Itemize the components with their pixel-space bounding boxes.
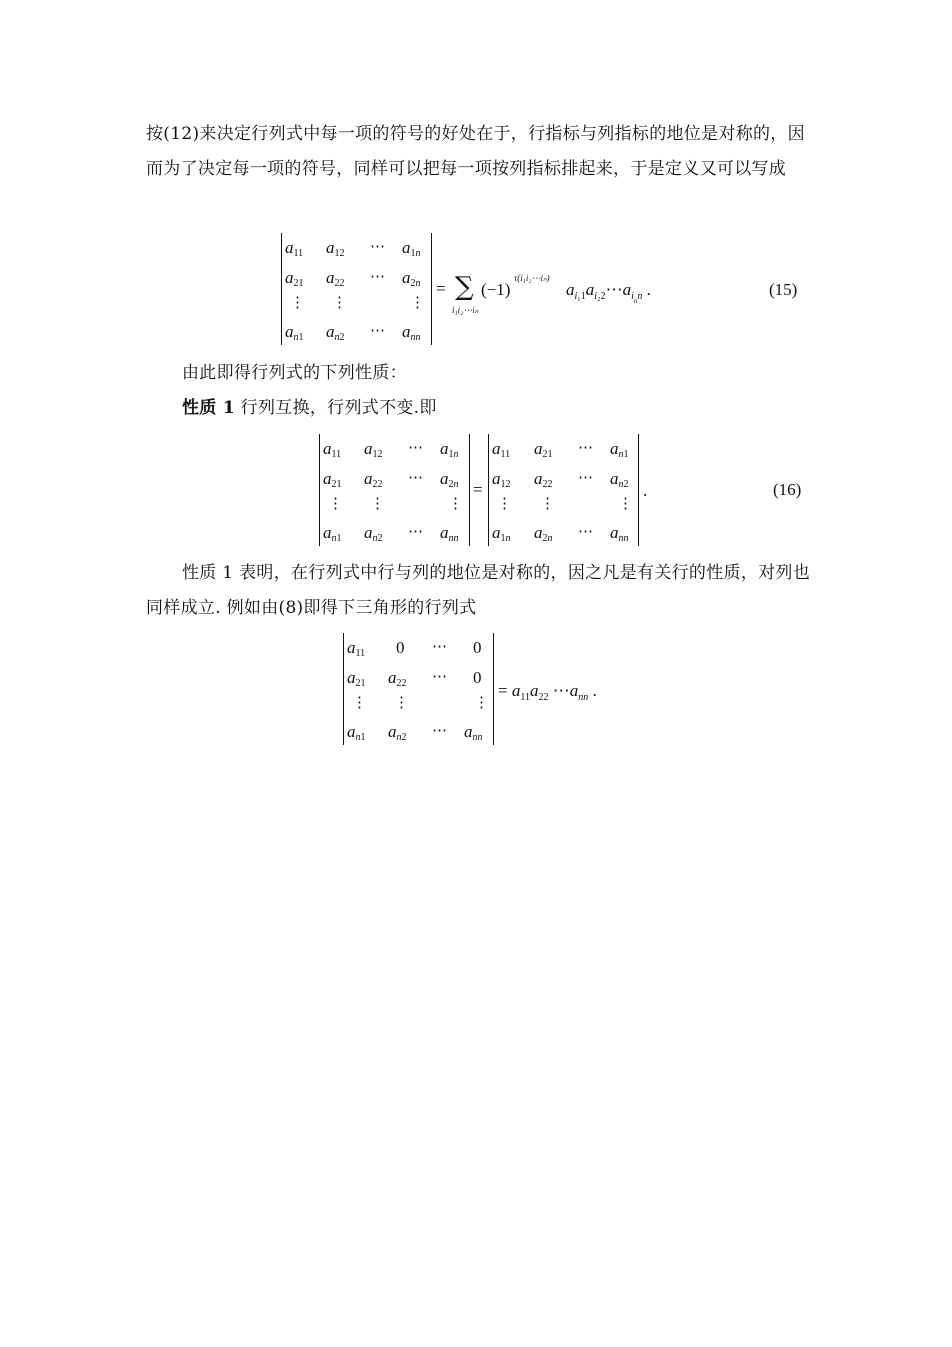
entry-a2n: $a_{2n}$ [534, 523, 553, 544]
entry-an2: $a_{n2}$ [610, 469, 629, 490]
entry-a1n: $a_{1n}$ [402, 238, 421, 259]
sum-index: i₁i₂⋯iₙ [452, 305, 479, 315]
hdots: ⋯ [408, 522, 423, 540]
hdots: ⋯ [370, 267, 385, 285]
entry-an1: $a_{n1}$ [347, 722, 366, 743]
entry-a22: $a_{22}$ [534, 469, 553, 490]
entry-a21: $a_{21}$ [323, 469, 342, 490]
vdots: ⋮ [410, 293, 425, 311]
paragraph-properties: 由此即得行列式的下列性质： [182, 363, 407, 383]
entry-a11: $a_{11}$ [492, 439, 511, 460]
entry-a11: $a_{11}$ [285, 238, 304, 259]
equation-number-16: (16) [773, 480, 802, 499]
hdots: ⋯ [432, 667, 447, 685]
hdots: ⋯ [432, 637, 447, 655]
hdots: ⋯ [408, 438, 423, 456]
hdots: ⋯ [408, 468, 423, 486]
period: . [643, 481, 648, 500]
entry-zero: 0 [473, 668, 482, 687]
entry-a12: $a_{12}$ [326, 238, 345, 259]
equation-number-15: (15) [769, 280, 798, 299]
vdots: ⋮ [370, 494, 385, 512]
entry-an1: $a_{n1}$ [323, 523, 342, 544]
entry-a1n: $a_{1n}$ [492, 523, 511, 544]
hdots: ⋯ [578, 438, 593, 456]
property-1-label: 性质 1 [182, 398, 235, 418]
hdots: ⋯ [370, 237, 385, 255]
entry-a21: $a_{21}$ [534, 439, 553, 460]
entry-an1: $a_{n1}$ [610, 439, 629, 460]
entry-ann: $a_{nn}$ [610, 523, 629, 544]
vdots: ⋮ [540, 494, 555, 512]
entry-a12: $a_{12}$ [492, 469, 511, 490]
hdots: ⋯ [578, 522, 593, 540]
equals-sign: = [473, 480, 483, 499]
entry-a12: $a_{12}$ [364, 439, 383, 460]
sum-sign: ∑ [455, 272, 474, 302]
entry-zero: 0 [396, 638, 405, 657]
hdots: ⋯ [370, 321, 385, 339]
entry-ann: $a_{nn}$ [440, 523, 459, 544]
vdots: ⋮ [328, 494, 343, 512]
entry-an2: $a_{n2}$ [326, 322, 345, 343]
vdots: ⋮ [332, 293, 347, 311]
vdots: ⋮ [448, 494, 463, 512]
paragraph-consequence: 性质 1 表明，在行列式中行与列的地位是对称的，因之凡是有关行的性质，对列也同样成立. 例如由(8)即得下三角形的行列式 [146, 563, 811, 618]
vdots: ⋮ [497, 494, 512, 512]
entry-zero: 0 [473, 638, 482, 657]
triangular-result: = $a_{11}a_{22}$ $\cdots a_{nn}$ . [498, 681, 597, 703]
vdots: ⋮ [290, 293, 305, 311]
vdots: ⋮ [474, 693, 489, 711]
entry-a22: $a_{22}$ [364, 469, 383, 490]
property-1-text: 行列互换，行列式不变.即 [240, 398, 437, 418]
sign-factor: (−1) [481, 280, 511, 299]
entry-a2n: $a_{2n}$ [440, 469, 459, 490]
equals-sign: = [436, 279, 446, 298]
vdots: ⋮ [352, 693, 367, 711]
hdots: ⋯ [578, 468, 593, 486]
entry-an1: $a_{n1}$ [285, 322, 304, 343]
entry-a2n: $a_{2n}$ [402, 268, 421, 289]
entry-ann: $a_{nn}$ [464, 722, 483, 743]
entry-a11: $a_{11}$ [323, 439, 342, 460]
entry-a22: $a_{22}$ [388, 668, 407, 689]
hdots: ⋯ [432, 721, 447, 739]
entry-a11: $a_{11}$ [347, 638, 366, 659]
entry-an2: $a_{n2}$ [388, 722, 407, 743]
entry-a21: $a_{21}$ [285, 268, 304, 289]
property-1 [146, 391, 814, 426]
entry-a21: $a_{21}$ [347, 668, 366, 689]
sign-exponent: τ(i₁i₂⋯iₙ) [514, 273, 550, 283]
entry-an2: $a_{n2}$ [364, 523, 383, 544]
entry-ann: $a_{nn}$ [402, 322, 421, 343]
product-terms: $a_{i_11}a_{i_22}\cdots a_{i_nn}$ . [566, 280, 651, 305]
entry-a1n: $a_{1n}$ [440, 439, 459, 460]
vdots: ⋮ [394, 693, 409, 711]
paragraph-intro: 按(12)来决定行列式中每一项的符号的好处在于，行指标与列指标的地位是对称的，因而为了决定每一项的符号，同样可以把每一项按列指标排起来，于是定义又可以写成 [146, 124, 805, 179]
entry-a22: $a_{22}$ [326, 268, 345, 289]
vdots: ⋮ [618, 494, 633, 512]
